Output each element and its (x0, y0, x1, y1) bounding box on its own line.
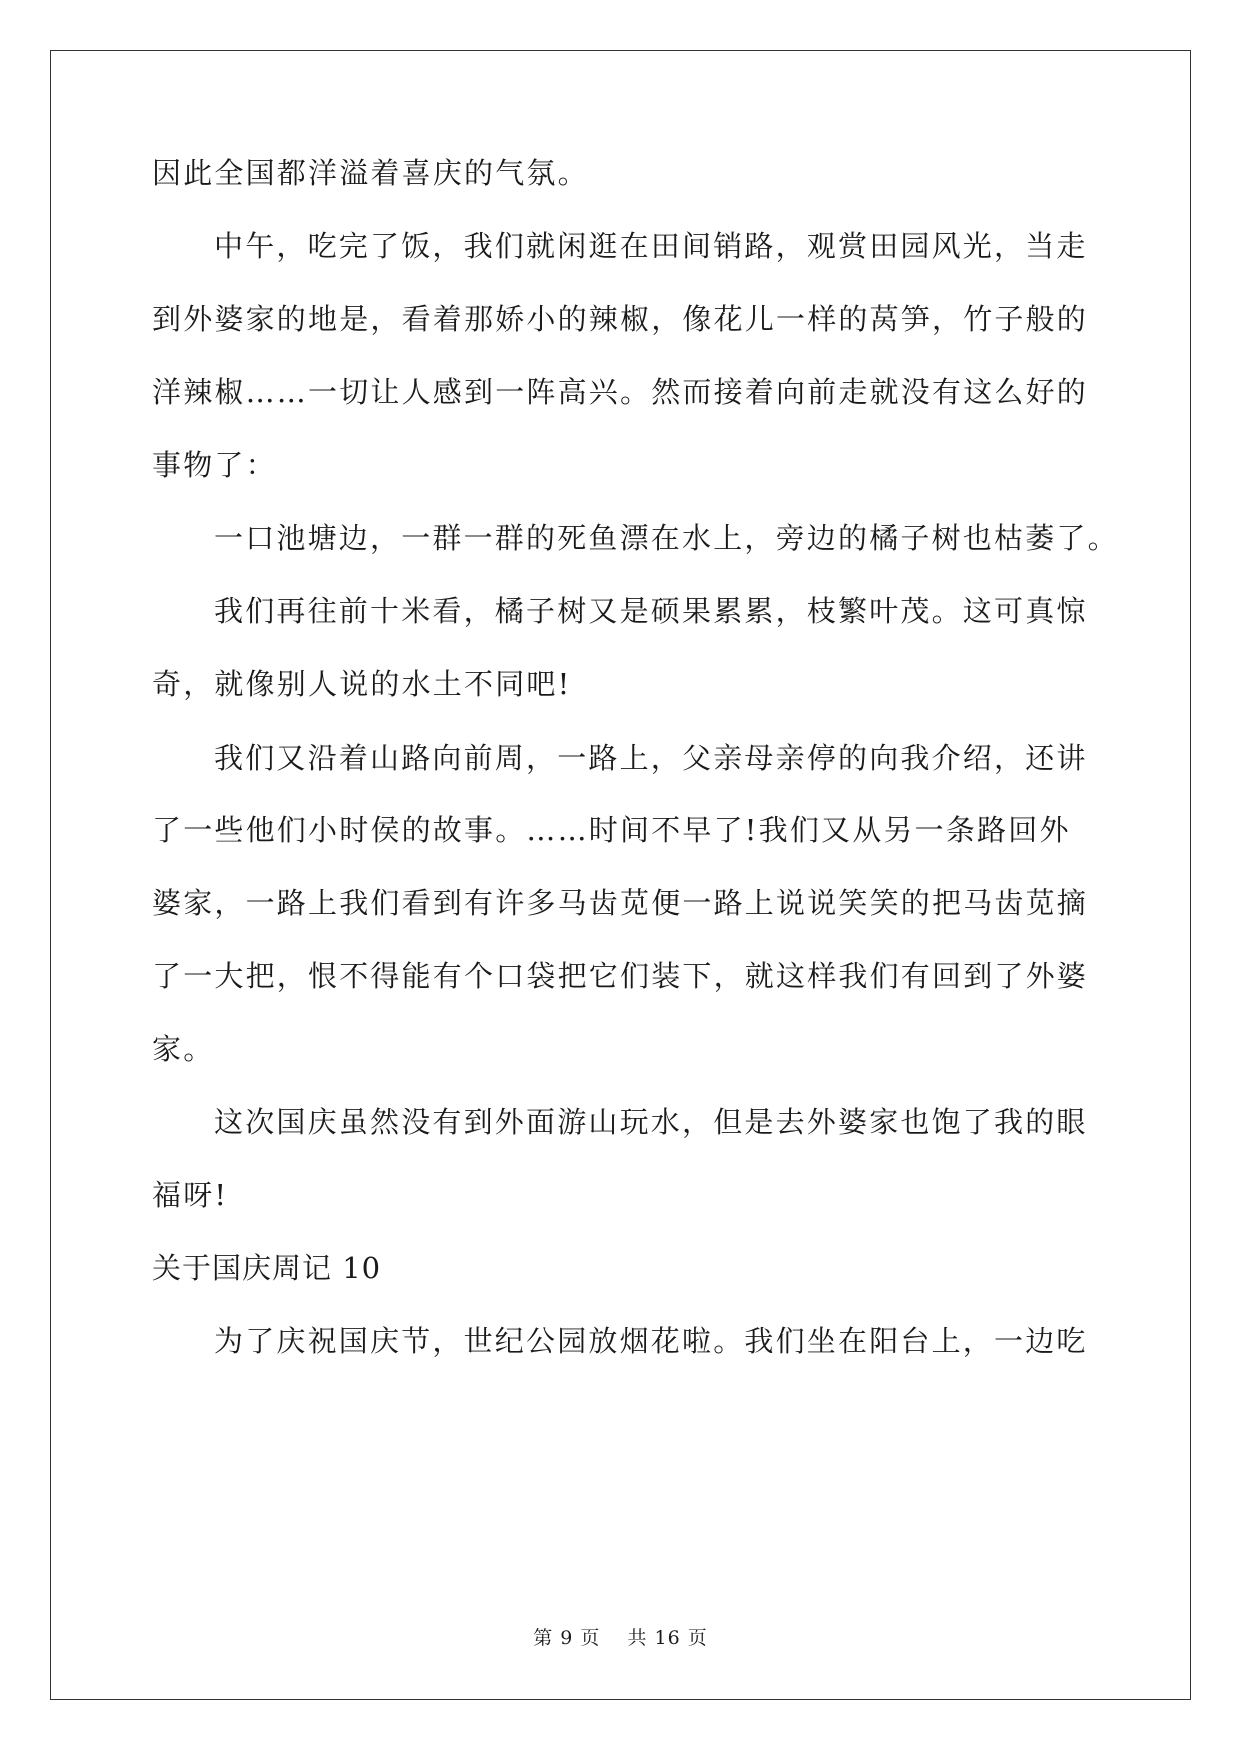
body-line: 了一大把，恨不得能有个口袋把它们装下，就这样我们有回到了外婆 (152, 959, 1089, 993)
body-line: 事物了： (152, 448, 277, 482)
body-line: 福呀! (152, 1178, 229, 1212)
body-line: 为了庆祝国庆节，世纪公园放烟花啦。我们坐在阳台上，一边吃 (214, 1324, 1088, 1358)
body-line: 洋辣椒……一切让人感到一阵高兴。然而接着向前走就没有这么好的 (152, 375, 1089, 409)
body-line: 一口池塘边，一群一群的死鱼漂在水上，旁边的橘子树也枯萎了。 (214, 521, 1119, 555)
body-line: 到外婆家的地是，看着那娇小的辣椒，像花儿一样的莴笋，竹子般的 (152, 302, 1089, 336)
page-number-footer: 第 9 页 共 16 页 (533, 1627, 708, 1649)
body-line: 家。 (152, 1032, 215, 1066)
body-line: 我们再往前十米看，橘子树又是硕果累累，枝繁叶茂。这可真惊 (214, 594, 1088, 628)
body-line: 这次国庆虽然没有到外面游山玩水，但是去外婆家也饱了我的眼 (214, 1105, 1088, 1139)
section-heading: 关于国庆周记 10 (152, 1251, 382, 1285)
body-line: 奇，就像别人说的水土不同吧! (152, 667, 572, 701)
body-line: 我们又沿着山路向前周，一路上，父亲母亲停的向我介绍，还讲 (214, 741, 1088, 775)
body-line: 了一些他们小时侯的故事。……时间不早了!我们又从另一条路回外 (152, 813, 1071, 847)
page-border (50, 50, 1191, 1700)
body-line: 中午，吃完了饭，我们就闲逛在田间销路，观赏田园风光，当走 (214, 229, 1088, 263)
body-line: 因此全国都洋溢着喜庆的气氛。 (152, 156, 589, 190)
body-line: 婆家，一路上我们看到有许多马齿苋便一路上说说笑笑的把马齿苋摘 (152, 886, 1089, 920)
